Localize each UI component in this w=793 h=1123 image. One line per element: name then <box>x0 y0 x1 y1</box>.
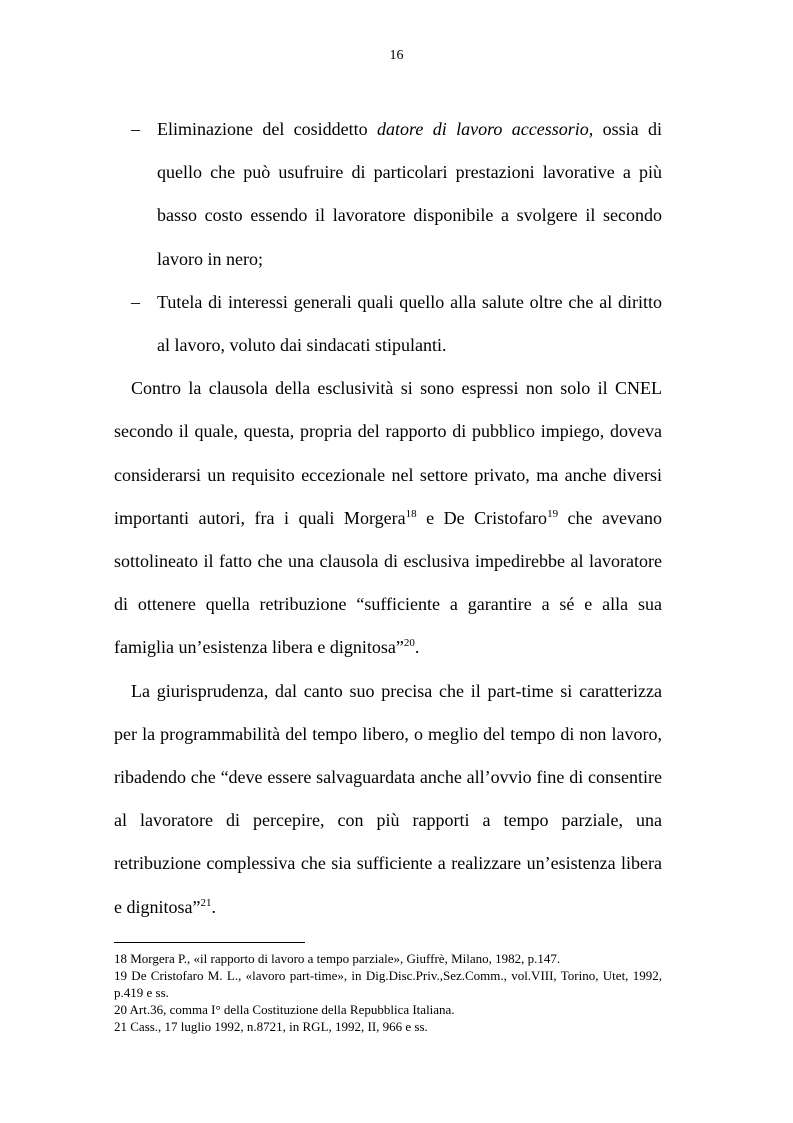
bullet-italic-term: datore di lavoro accessorio, <box>377 119 594 139</box>
page-number: 16 <box>389 48 404 63</box>
bullet-text: Eliminazione del cosiddetto <box>157 119 378 139</box>
paragraph-esclusivita <box>114 367 662 669</box>
paragraph-text: che avevano sottolineato il fatto che una clausola di esclusiva impedirebbe al lavoratore di ottenere quella retribuzione “sufficiente a garantire a sé e alla sua famiglia un’esistenza libera e dignitosa” <box>114 507 663 658</box>
bullet-text: Tutela di interessi generali quali quello alla salute oltre che al diritto al lavoro, voluto dai sindacati stipulanti. <box>157 291 662 356</box>
dash-bullet-icon: – <box>131 119 140 139</box>
footnote-separator <box>114 942 305 943</box>
paragraph-text: e De Cristofaro <box>416 507 548 528</box>
paragraph-text: La giurisprudenza, dal canto suo precisa che il part-time si caratterizza per la programmabilità del tempo libero, o meglio del tempo di non lavoro, ribadendo che “deve essere salvaguardata anche all’ovvio fine di consentire al lavoratore di percepire, con più rapporti a tempo parziale, una retribuzione complessiva che sia sufficiente a realizzare un’esistenza libera e dignitosa” <box>114 680 662 917</box>
footnote-18: 18 Morgera P., «il rapporto di lavoro a tempo parziale», Giuffrè, Milano, 1982, p.147. <box>114 951 561 966</box>
footnote-ref-21: 21 <box>200 896 212 909</box>
body-text <box>114 108 662 929</box>
footnote-21: 21 Cass., 17 luglio 1992, n.8721, in RGL, 1992, II, 966 e ss. <box>114 1019 428 1034</box>
footnote-19: 19 De Cristofaro M. L., «lavoro part-time», in Dig.Disc.Priv.,Sez.Comm., vol.VIII, Torino, Utet, 1992, p.419 e ss. <box>114 968 662 1000</box>
paragraph-end: . <box>414 637 420 658</box>
paragraph-giurisprudenza <box>114 670 662 929</box>
paragraph-end: . <box>211 896 216 917</box>
bullet-item-eliminazione <box>114 108 662 281</box>
dash-bullet-icon: – <box>131 291 140 312</box>
paragraph-text: Contro la clausola della esclusività si sono espressi non solo il CNEL secondo il quale, questa, propria del rapporto di pubblico impiego, doveva considerarsi un requisito eccezionale nel settore privato, ma anche diversi importanti autori, fra i quali Morgera <box>114 378 662 528</box>
bullet-list <box>114 108 662 367</box>
footnote-ref-18: 18 <box>405 507 417 520</box>
footnotes <box>114 950 662 1035</box>
bullet-item-tutela <box>114 281 662 367</box>
footnote-ref-19: 19 <box>547 507 559 520</box>
bullet-text-continued: ossia di quello che può usufruire di particolari prestazioni lavorative a più basso costo essendo il lavoratore disponibile a svolgere il secondo lavoro in nero; <box>157 119 662 269</box>
footnote-20: 20 Art.36, comma I° della Costituzione della Repubblica Italiana. <box>114 1002 455 1017</box>
footnote-ref-20: 20 <box>403 637 415 650</box>
